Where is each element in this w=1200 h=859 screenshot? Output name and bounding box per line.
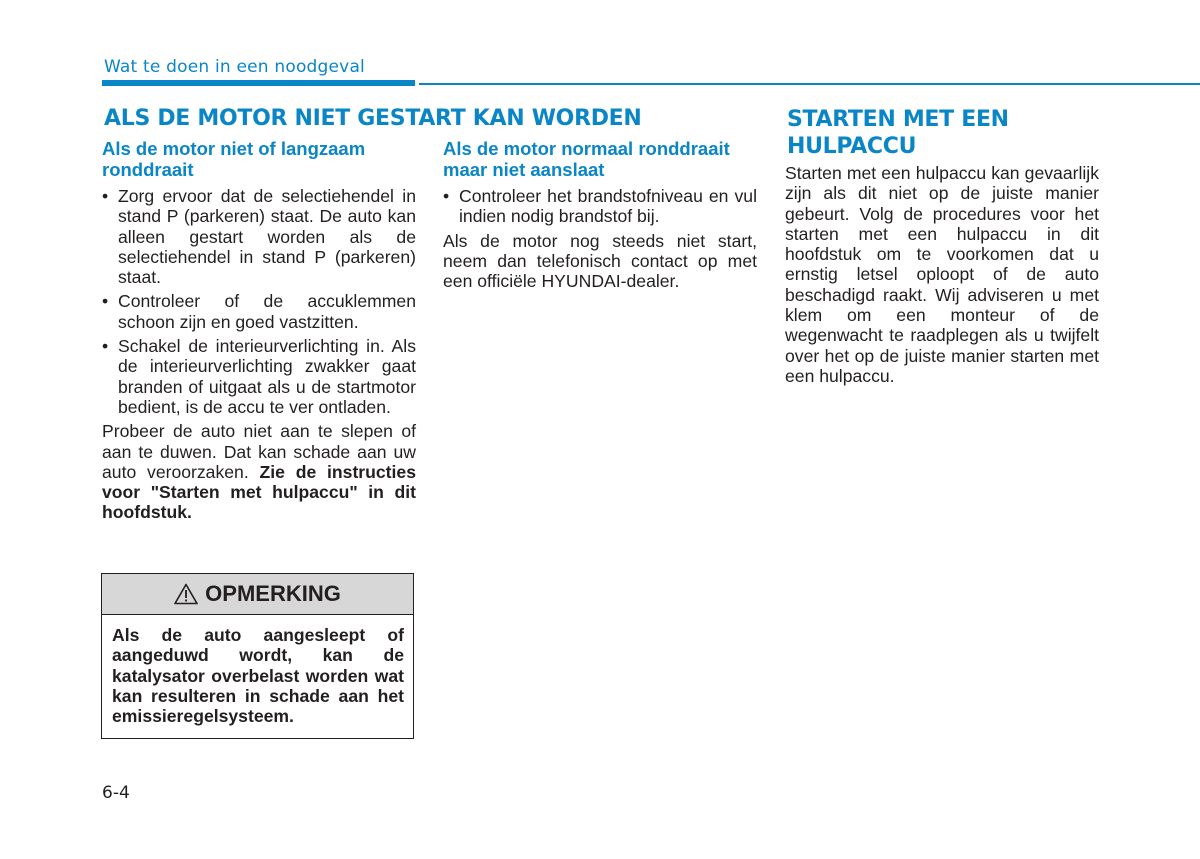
col1-bullet-2: • Controleer of de accuklemmen schoon zijn en goed vastzitten. (102, 291, 416, 332)
notice-title: OPMERKING (205, 581, 341, 606)
col1-bullet-3: • Schakel de interieurverlichting in. Als de interieurverlichting zwakker gaat branden of uitgaat als u de startmotor bedient, is de accu te ver ontladen. (102, 336, 416, 417)
col2-bullet-1: • Controleer het brandstofniveau en vul indien nodig brandstof bij. (443, 186, 757, 227)
warning-triangle-icon (174, 583, 198, 605)
col1-paragraph-text: Probeer de auto niet aan te slepen of aan te duwen. Dat kan schade aan uw auto veroorzaken. (102, 421, 416, 482)
notice-header (102, 574, 413, 615)
column-3 (785, 163, 1099, 390)
col1-paragraph (102, 421, 416, 522)
col2-subheading: Als de motor normaal ronddraait maar niet aanslaat (443, 138, 730, 180)
side-heading: STARTEN MET EEN HULPACCU (787, 107, 1009, 159)
col2-paragraph: Als de motor nog steeds niet start, neem dan telefonisch contact op met een officiële HYUNDAI-dealer. (443, 230, 757, 292)
notice-box (101, 573, 414, 739)
col1-bullet-1: • Zorg ervoor dat de selectiehendel in stand P (parkeren) staat. De auto kan alleen gestart worden als de selectiehendel in stand P (parkeren) staat. (102, 186, 416, 287)
col1-bullet-list (102, 186, 416, 417)
col2-bullet-list (443, 186, 757, 227)
header-rule-thick (102, 80, 415, 86)
section-label: Wat te doen in een noodgeval (104, 57, 365, 77)
column-2 (443, 138, 757, 295)
col1-subheading: Als de motor niet of langzaam ronddraait (102, 138, 366, 180)
header-rule-thin (419, 83, 1200, 85)
notice-body: Als de auto aangesleept of aangeduwd wordt, kan de katalysator overbelast worden wat kan resulteren in schade aan het emissieregelsysteem. (112, 625, 404, 727)
column-1 (102, 138, 416, 527)
col3-paragraph: Starten met een hulpaccu kan gevaarlijk zijn als dit niet op de juiste manier gebeurt. Volg de procedures voor het starten met een hulpaccu in dit hoofdstuk om te voorkomen dat u ernstig letsel oploopt of de auto beschadigd raakt. Wij adviseren u met klem om een monteur of de wegenwacht te raadplegen als u twijfelt over het op de juiste manier starten met een hulpaccu. (785, 163, 1099, 386)
col1-paragraph-reference: Zie de instructies voor "Starten met hulpaccu" in dit hoofdstuk. (102, 461, 416, 523)
main-heading: ALS DE MOTOR NIET GESTART KAN WORDEN (104, 106, 642, 131)
page-number: 6-4 (102, 783, 130, 803)
